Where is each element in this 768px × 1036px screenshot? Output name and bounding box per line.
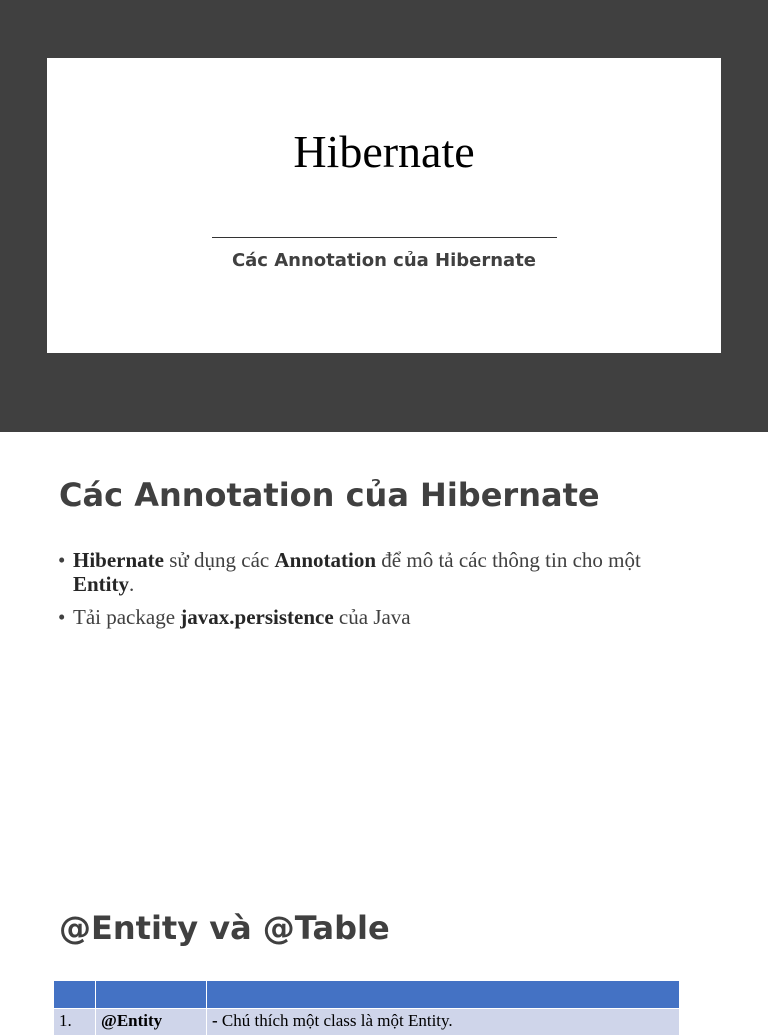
table-header-cell [207, 981, 680, 1009]
slide-subtitle: Các Annotation của Hibernate [231, 250, 537, 271]
title-slide-background [0, 0, 768, 432]
description-text: Chú thích một class là một Entity. [217, 1011, 453, 1030]
bullet-item [58, 605, 678, 629]
table-row [54, 1009, 680, 1036]
table-header-cell [54, 981, 96, 1009]
bullet-text: của Java [333, 605, 411, 629]
slide3-title: @Entity và @Table [59, 909, 390, 947]
bullet-bold-text: Entity [73, 572, 130, 596]
bullet-text: . [129, 572, 135, 596]
table-cell-description [207, 1009, 680, 1036]
title-slide [47, 58, 721, 353]
title-divider [212, 237, 557, 238]
table-cell-number: 1. [54, 1009, 96, 1036]
bullet-dot-icon: • [58, 605, 66, 629]
table-header-row [54, 981, 680, 1009]
annotation-table [53, 980, 680, 1036]
bullet-text: để mô tả các thông tin cho một [376, 548, 641, 572]
table-header-cell [96, 981, 207, 1009]
bullet-bold-text: Hibernate [73, 548, 164, 572]
description-dash: - [212, 1011, 218, 1030]
annotation-name: @Entity [101, 1011, 163, 1030]
slide2-title: Các Annotation của Hibernate [59, 476, 600, 514]
bullet-bold-text: javax.persistence [180, 605, 334, 629]
slide-main-title: Hibernate [293, 126, 475, 177]
slide2-bullet-list [58, 548, 678, 638]
bullet-dot-icon: • [58, 548, 66, 572]
bullet-text: sử dụng các [163, 548, 275, 572]
bullet-text: Tải package [73, 605, 181, 629]
bullet-item [58, 548, 678, 596]
bullet-bold-text: Annotation [274, 548, 377, 572]
table-cell-annotation [96, 1009, 207, 1036]
